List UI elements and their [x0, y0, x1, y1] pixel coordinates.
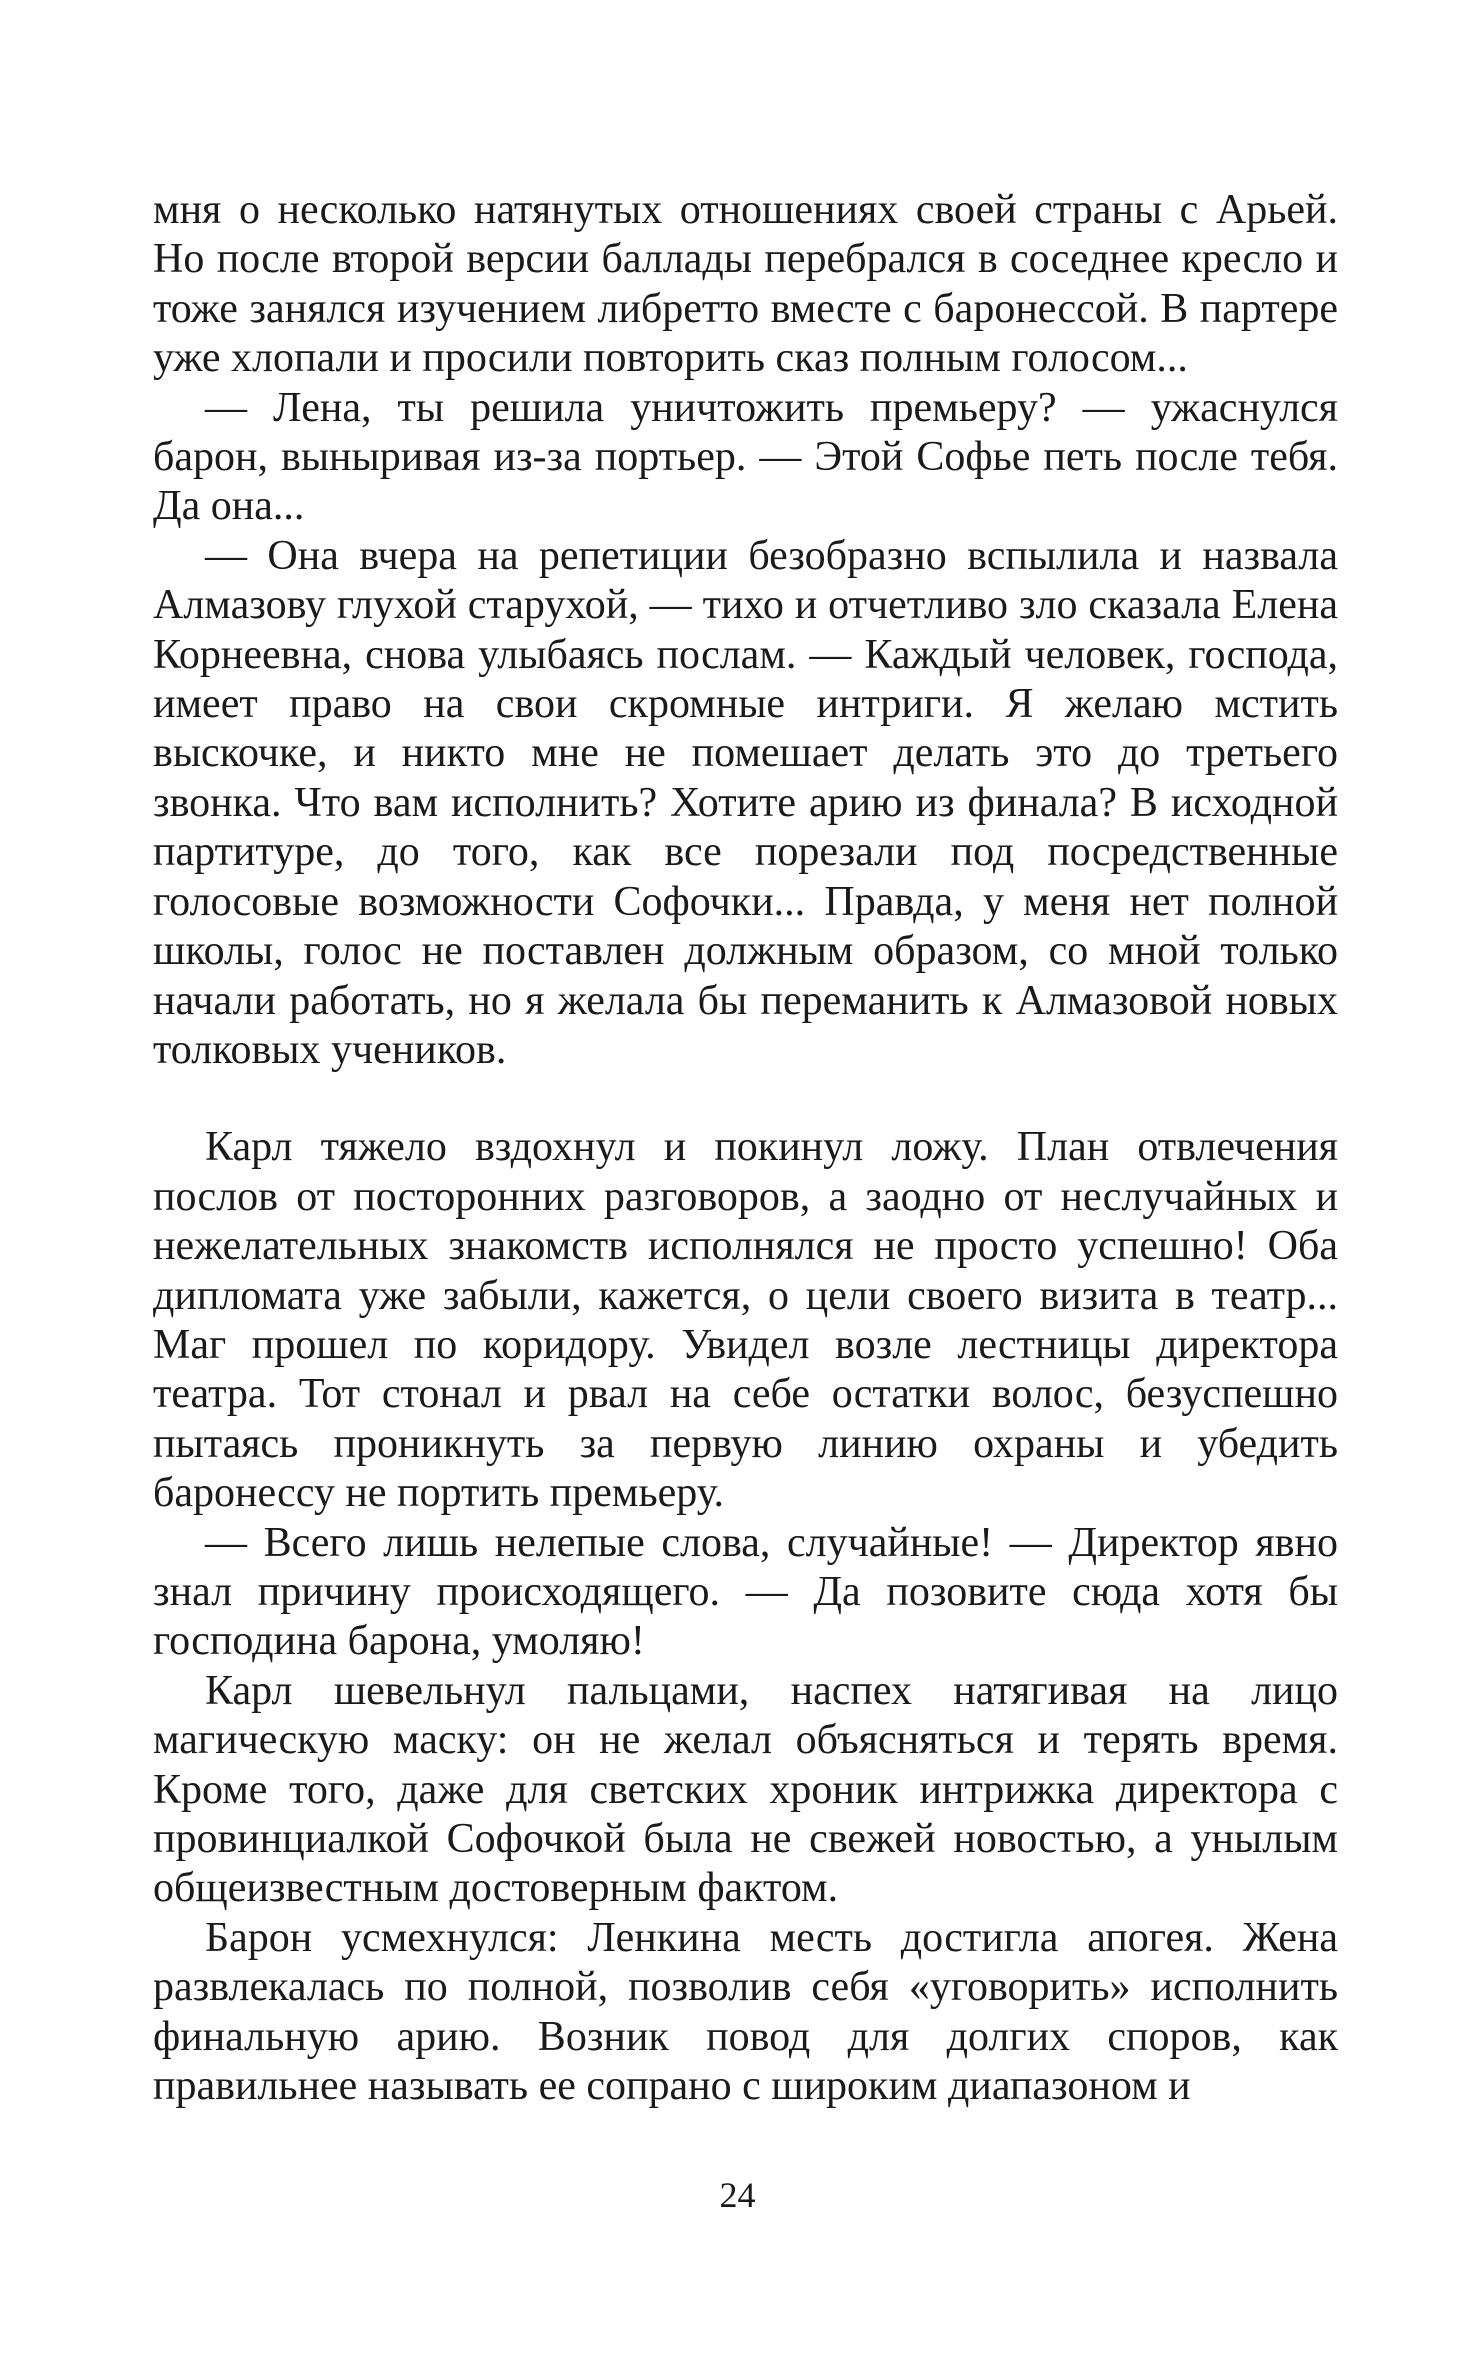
section-break — [153, 1075, 1338, 1123]
paragraph: — Лена, ты решила уничтожить премьеру? — ужаснулся барон, выныривая из-за портьер. — Этой Софье петь после тебя. Да она... — [153, 384, 1338, 530]
paragraph: — Всего лишь нелепые слова, случайные! — Директор явно знал причину происходящего. — Да позовите сюда хотя бы господина барона, умоляю! — [153, 1519, 1338, 1665]
text-block-1 — [153, 186, 1338, 1075]
page-number: 24 — [719, 2175, 756, 2215]
paragraph: Карл тяжело вздохнул и покинул ложу. План отвлечения послов от посторонних разговоров, а заодно от неслучайных и нежелательных знакомств исполнялся не просто успешно! Оба дипломата уже забыли, кажется, о цели своего визита в театр... Маг прошел по коридору. Увидел возле лестницы директора театра. Тот стонал и рвал на себе остатки волос, безуспешно пытаясь проникнуть за первую линию охраны и убедить баронессу не портить премьеру. — [153, 1124, 1338, 1517]
page-body — [153, 186, 1338, 2111]
paragraph: Барон усмехнулся: Ленкина месть достигла апогея. Жена развлекалась по полной, позволив себя «уговорить» исполнить финальную арию. Возник повод для долгих споров, как правильнее называть ее сопрано с широким диапазоном и — [153, 1914, 1338, 2110]
paragraph: мня о несколько натянутых отношениях своей страны с Арьей. Но после второй версии баллады перебрался в соседнее кресло и тоже занялся изучением либретто вместе с баронессой. В партере уже хлопали и просили повторить сказ полным голосом... — [153, 187, 1338, 382]
paragraph: Карл шевельнул пальцами, наспех натягивая на лицо магическую маску: он не желал объясняться и терять время. Кроме того, даже для светских хроник интрижка директора с провинциалкой Софочкой была не свежей новостью, а унылым общеизвестным достоверным фактом. — [153, 1667, 1338, 1912]
paragraph: — Она вчера на репетиции безобразно вспылила и назвала Алмазову глухой старухой, — тихо и отчетливо зло сказала Елена Корнеевна, снова улыбаясь послам. — Каждый человек, господа, имеет право на свои скромные интриги. Я желаю мстить выскочке, и никто мне не помешает делать это до третьего звонка. Что вам исполнить? Хотите арию из финала? В исходной партитуре, до того, как все порезали под посредственные голосовые возможности Софочки... Правда, у меня нет полной школы, голос не поставлен должным образом, со мной только начали работать, но я желала бы переманить к Алмазовой новых толковых учеников. — [153, 532, 1338, 1073]
text-block-2 — [153, 1123, 1338, 2111]
